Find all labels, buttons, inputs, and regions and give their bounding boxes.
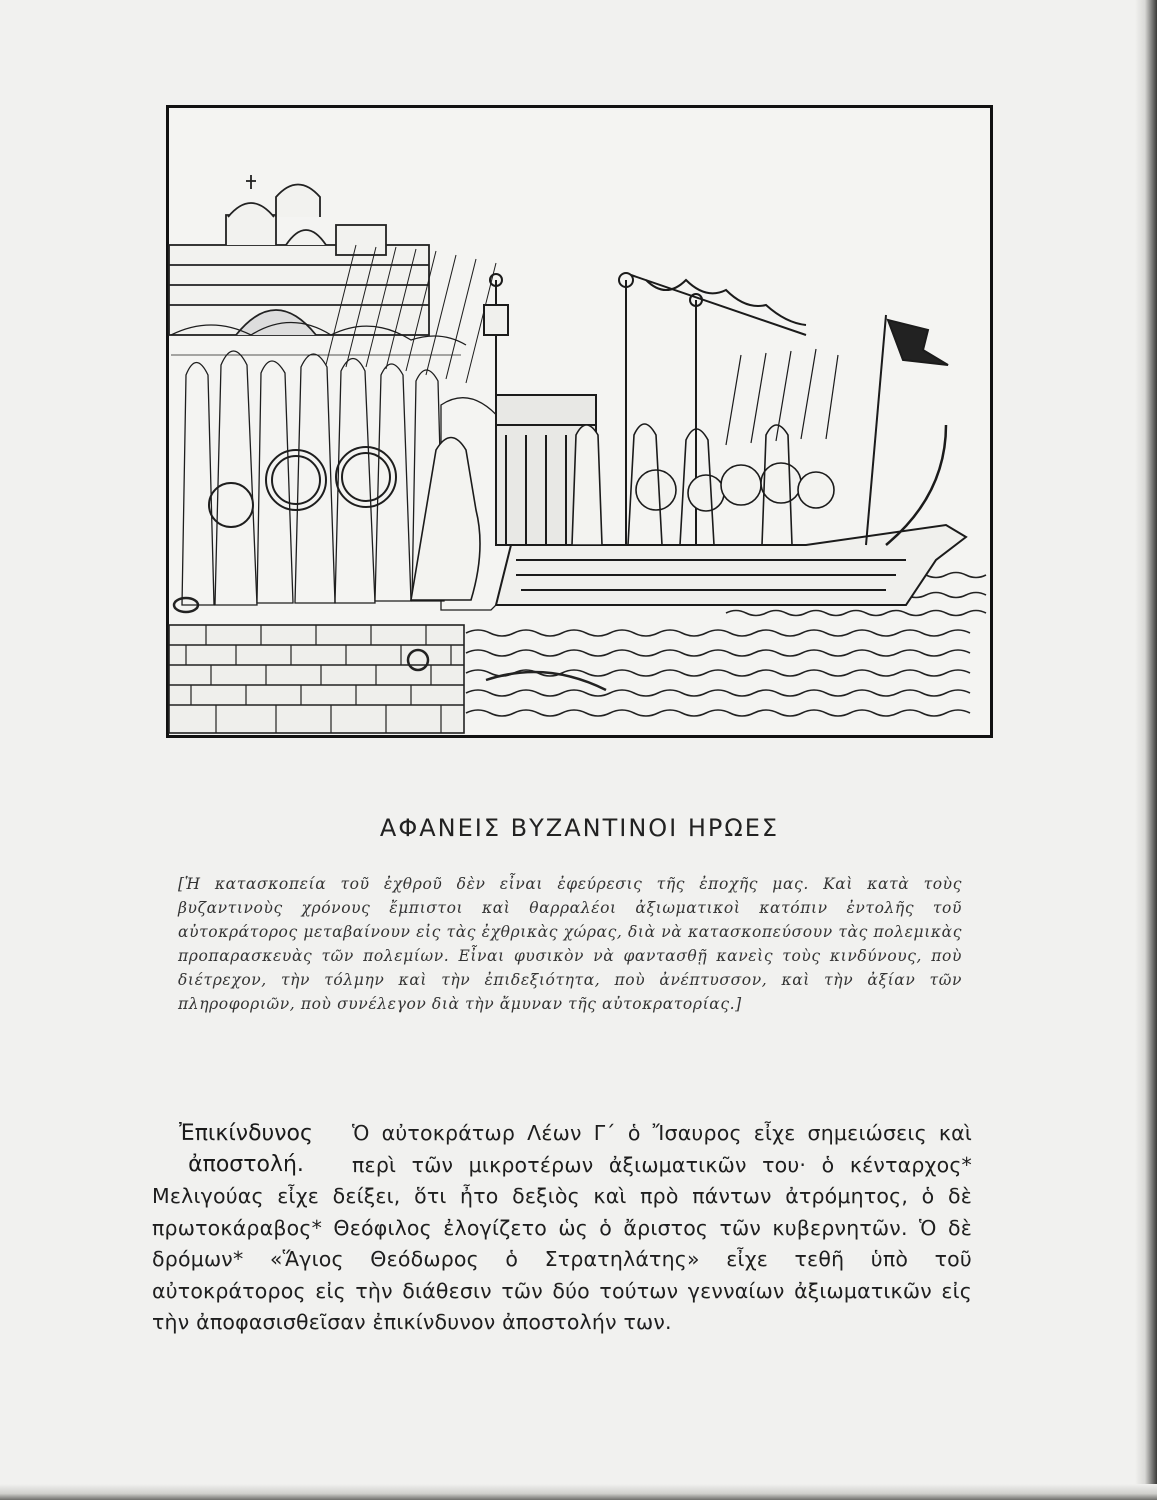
side-heading-line1: Ἐπικίνδυνος — [179, 1121, 313, 1146]
side-heading — [152, 1118, 340, 1180]
section-mission — [152, 1118, 972, 1339]
byzantine-harbor-illustration — [166, 105, 993, 738]
page-edge — [1135, 0, 1157, 1500]
side-heading-line2: ἀποστολή. — [188, 1152, 304, 1177]
illustration-caption: ΑΦΑΝΕΙΣ ΒΥΖΑΝΤΙΝΟΙ ΗΡΩΕΣ — [379, 814, 780, 842]
page-edge-bottom — [0, 1484, 1157, 1500]
intro-paragraph: [Ἡ κατασκοπεία τοῦ ἐχθροῦ δὲν εἶναι ἐφεύρεσις τῆς ἐποχῆς μας. Καὶ κατὰ τοὺς βυζαντινοὺς χρόνους ἔμπιστοι καὶ θαρραλέοι ἀξιωματικοὶ κατόπιν ἐντολῆς τοῦ αὐτοκράτορος μεταβαίνουν εἰς τὰς ἐχθρικὰς χώρας, διὰ νὰ κατασκοπεύσουν τὰς πολεμικὰς προπαρασκευὰς τῶν πολεμίων. Εἶναι φυσικὸν νὰ φαντασθῇ κανεὶς τοὺς κινδύνους, ποὺ διέτρεχον, τὴν τόλμην καὶ τὴν ἐπιδεξιότητα, ποὺ ἀνέπτυσσον, καὶ τὴν ἀξίαν τῶν πληροφοριῶν, ποὺ συνέλεγον διὰ τὴν ἄμυναν τῆς αὐτοκρατορίας.] — [178, 875, 962, 1013]
body-paragraph: Ὁ αὐτοκράτωρ Λέων Γ΄ ὁ Ἴσαυρος εἶχε σημειώσεις καὶ περὶ τῶν μικροτέρων ἀξιωματικῶν του· ὁ κένταρχος* Μελιγούας εἶχε δείξει, ὅτι ἦτο δεξιὸς καὶ πρὸ πάντων ἀτρόμητος, ὁ δὲ πρωτοκάραβος* Θεόφιλος ἐλογίζετο ὡς ὁ ἄριστος τῶν κυβερνητῶν. Ὁ δὲ δρόμων* «Ἅγιος Θεόδωρος ὁ Στρατηλάτης» εἶχε τεθῆ ὑπὸ τοῦ αὐτοκράτορος εἰς τὴν διάθεσιν τῶν δύο τούτων γενναίων ἀξιωματικῶν εἰς τὴν ἀποφασισθεῖσαν ἐπικίνδυνον ἀποστολήν των. — [152, 1121, 972, 1334]
